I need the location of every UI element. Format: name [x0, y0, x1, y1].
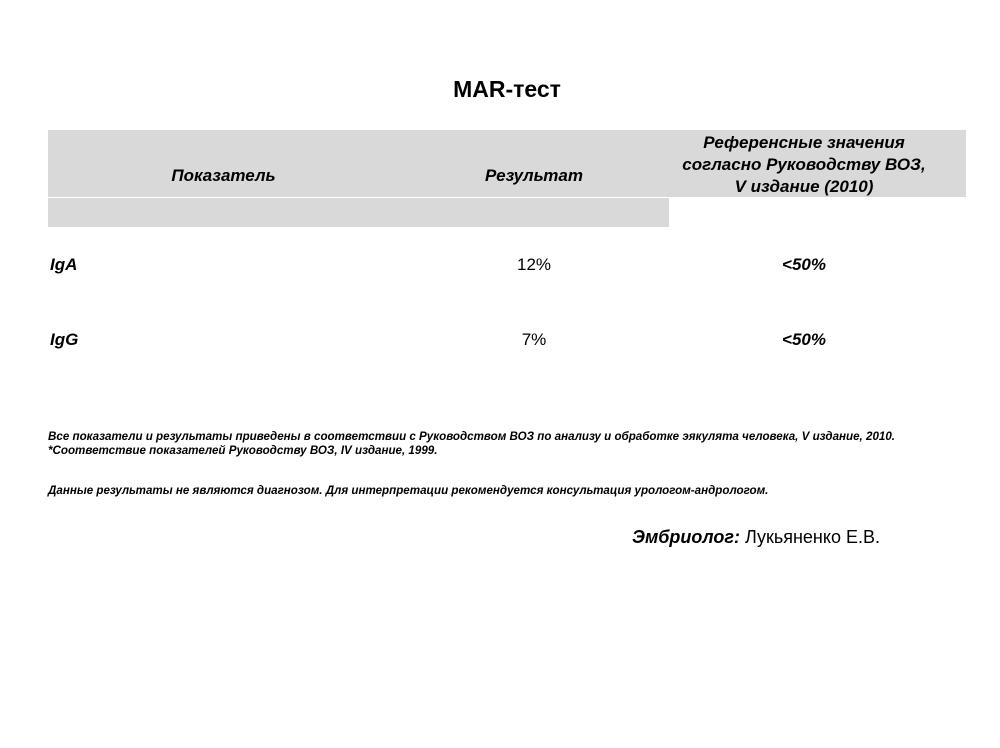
row-value-igg: 7%: [521, 330, 547, 349]
footnote-who-iv: *Соответствие показателей Руководству ВОЗ, IV издание, 1999.: [48, 444, 438, 457]
document-title: MAR-тест: [453, 76, 561, 102]
row-reference-igg: <50%: [782, 330, 826, 349]
signature-label: Эмбриолог:: [632, 527, 740, 547]
row-value-iga: 12%: [516, 255, 552, 274]
reference-header-line: V издание (2010): [734, 177, 874, 196]
header-subrow-cell-indicator: [48, 198, 399, 227]
column-header-reference: [669, 132, 939, 198]
reference-header-line: Референсные значения: [703, 133, 905, 152]
column-header-result: Результат: [485, 166, 583, 185]
signature-name: Лукьяненко Е.В.: [744, 527, 880, 547]
header-cell-indicator: [48, 130, 399, 197]
signature: [632, 527, 880, 548]
header-subrow-cell-result: [399, 198, 669, 227]
disclaimer-note: Данные результаты не являются диагнозом. Для интерпретации рекомендуется консультация урологом-андрологом.: [48, 484, 769, 497]
row-reference-iga: <50%: [782, 255, 826, 274]
column-header-indicator: Показатель: [171, 166, 276, 185]
footnote-who-guideline: Все показатели и результаты приведены в соответствии с Руководством ВОЗ по анализу и обработке эякулята человека, V издание, 2010.: [48, 430, 896, 443]
header-cell-result: [399, 130, 669, 197]
row-label-igg: IgG: [50, 330, 79, 349]
reference-header-line: согласно Руководству ВОЗ,: [682, 155, 926, 174]
row-label-iga: IgA: [50, 255, 78, 274]
